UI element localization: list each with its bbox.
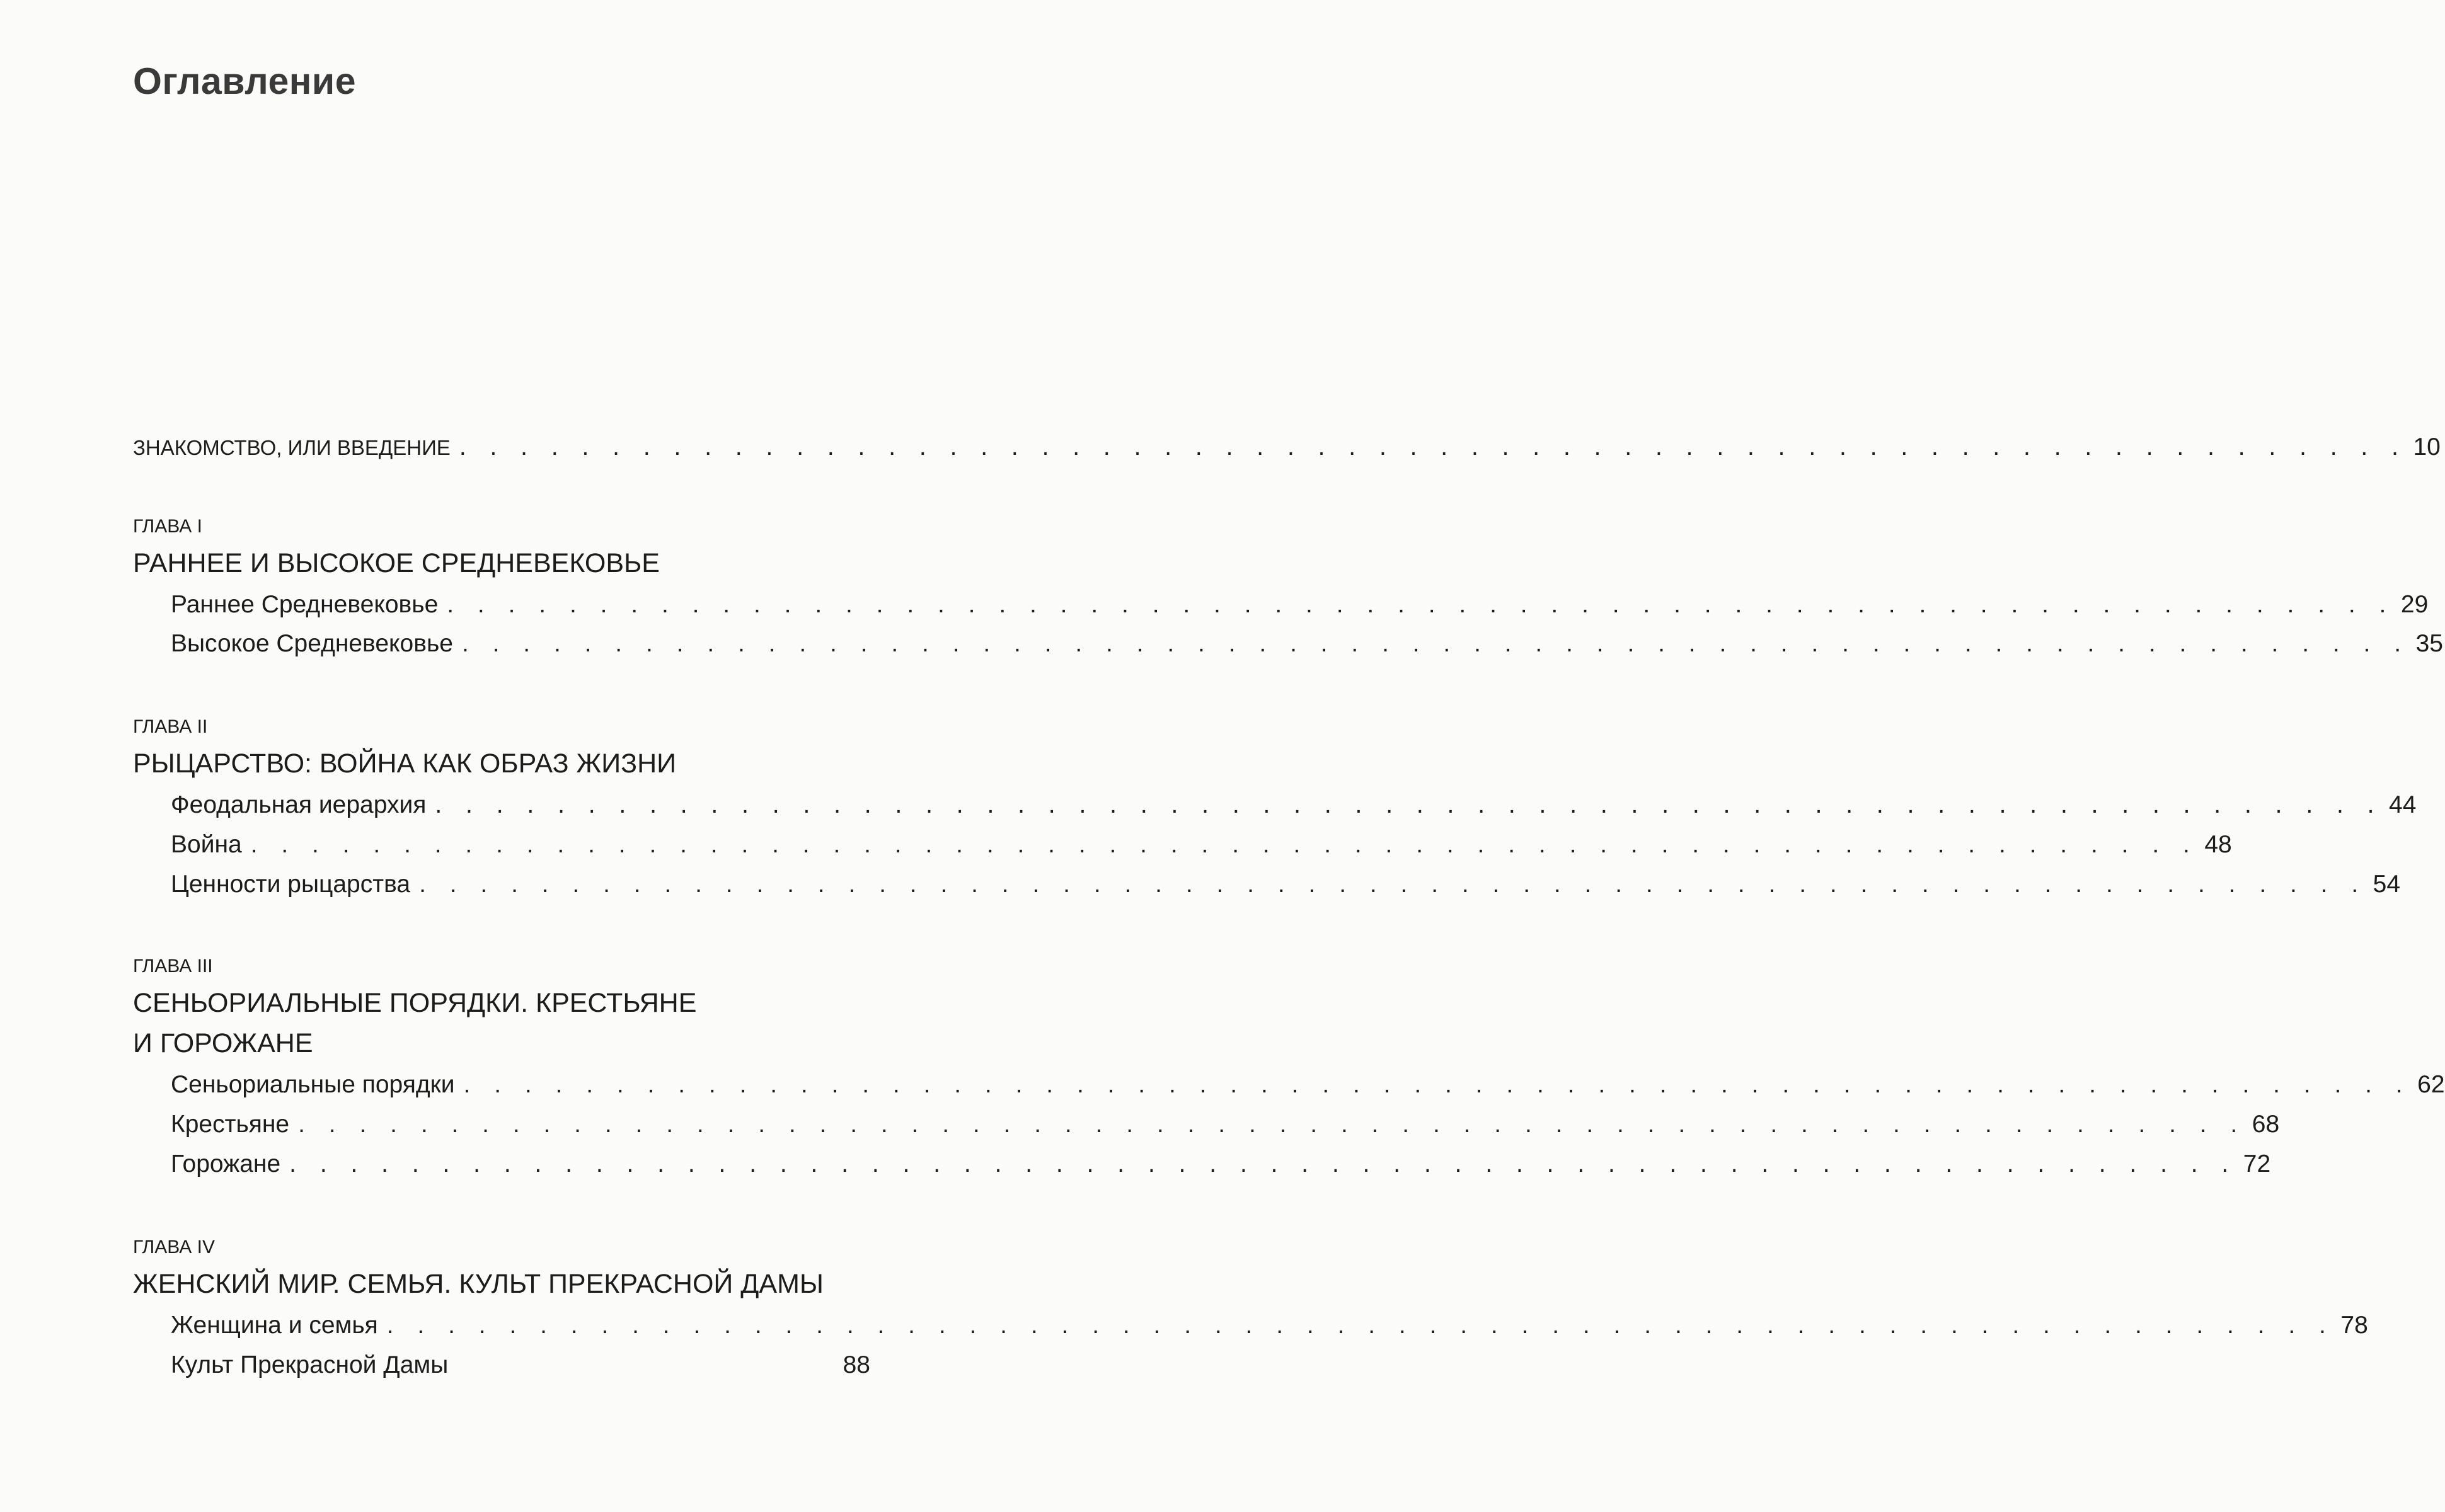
toc-entry[interactable] — [171, 830, 2232, 860]
toc-entry[interactable] — [171, 1311, 2368, 1341]
toc-entry[interactable] — [171, 590, 2429, 620]
chapter-title[interactable]: РЫЦАРСТВО: ВОЙНА КАК ОБРАЗ ЖИЗНИ — [133, 748, 677, 779]
toc-leader-dots: . . . . . . . . . . . . . . . . . . . . . . . . . . . . . . . . . . . . . . . . . . . . . . . . . . . . . . . . . . . . . . . . — [250, 831, 2199, 858]
toc-page-number: 68 — [2252, 1111, 2280, 1138]
toc-entry-title: ЗНАКОМСТВО, ИЛИ ВВЕДЕНИЕ — [133, 436, 451, 459]
toc-entry-title: Женщина и семья — [171, 1312, 378, 1339]
toc-leader-dots: . . . . . . . . . . . . . . . . . . . . . . . . . . . . . . . . . . . . . . . . . . . . . . . . . . . . . . . . . . . . . . . . — [298, 1111, 2246, 1138]
toc-entry[interactable] — [171, 629, 2443, 659]
chapter-label: ГЛАВА IV — [133, 1237, 215, 1257]
toc-page-number: 88 — [843, 1351, 870, 1378]
chapter-title-line-2[interactable]: И ГОРОЖАНЕ — [133, 1028, 313, 1058]
toc-entry-title: Сеньориальные порядки — [171, 1071, 455, 1098]
toc-entry-title: Раннее Средневековье — [171, 591, 439, 618]
toc-leader-dots: . . . . . . . . . . . . . . . . . . . . . . . . . . . . . . . . . . . . . . . . . . . . . . . . . . . . . . . . . . . . . . . . — [459, 433, 2407, 461]
toc-entry[interactable] — [171, 1150, 2271, 1179]
chapter-title-line-1[interactable]: СЕНЬОРИАЛЬНЫЕ ПОРЯДКИ. КРЕСТЬЯНЕ — [133, 988, 697, 1018]
toc-leader-dots: . . . . . . . . . . . . . . . . . . . . . . . . . . . . . . . . . . . . . . . . . . . . . . . . . . . . . . . . . . . . . . . . — [447, 591, 2395, 618]
chapter-label: ГЛАВА II — [133, 716, 208, 737]
toc-entry-title: Крестьяне — [171, 1111, 290, 1138]
toc-entry-intro[interactable] — [133, 433, 2441, 462]
toc-page-number: 54 — [2373, 871, 2401, 898]
toc-page-number: 62 — [2417, 1071, 2445, 1098]
toc-leader-dots: . . . . . . . . . . . . . . . . . . . . . . . . . . . . . . . . . . . . . . . . . . . . . . . . . . . . . . . . . . . . . . . . — [461, 630, 2410, 657]
toc-page-number: 29 — [2400, 591, 2429, 618]
toc-leader-dots: . . . . . . . . . . . . . . . . . . . . . . . . . . . . . . . . . . . . . . . . . . . . . . . . . . . . . . . . . . . . . . . . — [463, 1071, 2412, 1098]
toc-page-number: 78 — [2340, 1312, 2368, 1339]
toc-leader-dots: . . . . . . . . . . . . . . . . . . . . . . . . . . . . . . . . . . . . . . . . . . . . . . . . . . . . . . . . . . . . . . . . — [435, 791, 2383, 818]
toc-leader-dots: . . . . . . . . . . . . . . . . . . . . . . . . . . . . . . . . . . . . . . . . . . . . . . . . . . . . . . . . . . . . . . . . — [289, 1150, 2237, 1177]
toc-entry-title: Война — [171, 831, 242, 858]
toc-entry-title: Феодальная иерархия — [171, 791, 427, 818]
toc-page-number: 10 — [2413, 433, 2441, 461]
toc-page-number: 35 — [2415, 630, 2443, 657]
chapter-title[interactable]: ЖЕНСКИЙ МИР. СЕМЬЯ. КУЛЬТ ПРЕКРАСНОЙ ДАМЫ — [133, 1269, 824, 1299]
toc-entry[interactable] — [171, 1351, 870, 1380]
toc-leader-dots: . . . . . . . . . . . . . . . . . . . . . . . . . . . . . . . . . . . . . . . . . . . . . . . . . . . . . . . . . . . . . . . . — [386, 1312, 2335, 1339]
toc-entry[interactable] — [171, 791, 2417, 820]
chapter-title[interactable]: РАННЕЕ И ВЫСОКОЕ СРЕДНЕВЕКОВЬЕ — [133, 548, 660, 578]
toc-page-number: 48 — [2204, 831, 2232, 858]
toc-page-number: 72 — [2243, 1150, 2271, 1177]
toc-entry[interactable] — [171, 1110, 2280, 1140]
table-of-contents — [133, 0, 2445, 1512]
toc-entry-title: Культ Прекрасной Дамы — [171, 1351, 449, 1378]
toc-entry[interactable] — [171, 870, 2401, 900]
toc-entry[interactable] — [171, 1070, 2445, 1100]
page-title: Оглавление — [133, 60, 357, 102]
toc-entry-title: Горожане — [171, 1150, 281, 1177]
toc-entry-title: Ценности рыцарства — [171, 871, 411, 898]
toc-entry-title: Высокое Средневековье — [171, 630, 453, 657]
toc-page-number: 44 — [2389, 791, 2417, 818]
toc-leader-dots: . . . . . . . . . . . . . . . . . . . . . . . . . . . . . . . . . . . . . . . . . . . . . . . . . . . . . . . . . . . . . . . . — [419, 871, 2367, 898]
chapter-label: ГЛАВА III — [133, 956, 213, 976]
chapter-label: ГЛАВА I — [133, 516, 202, 537]
